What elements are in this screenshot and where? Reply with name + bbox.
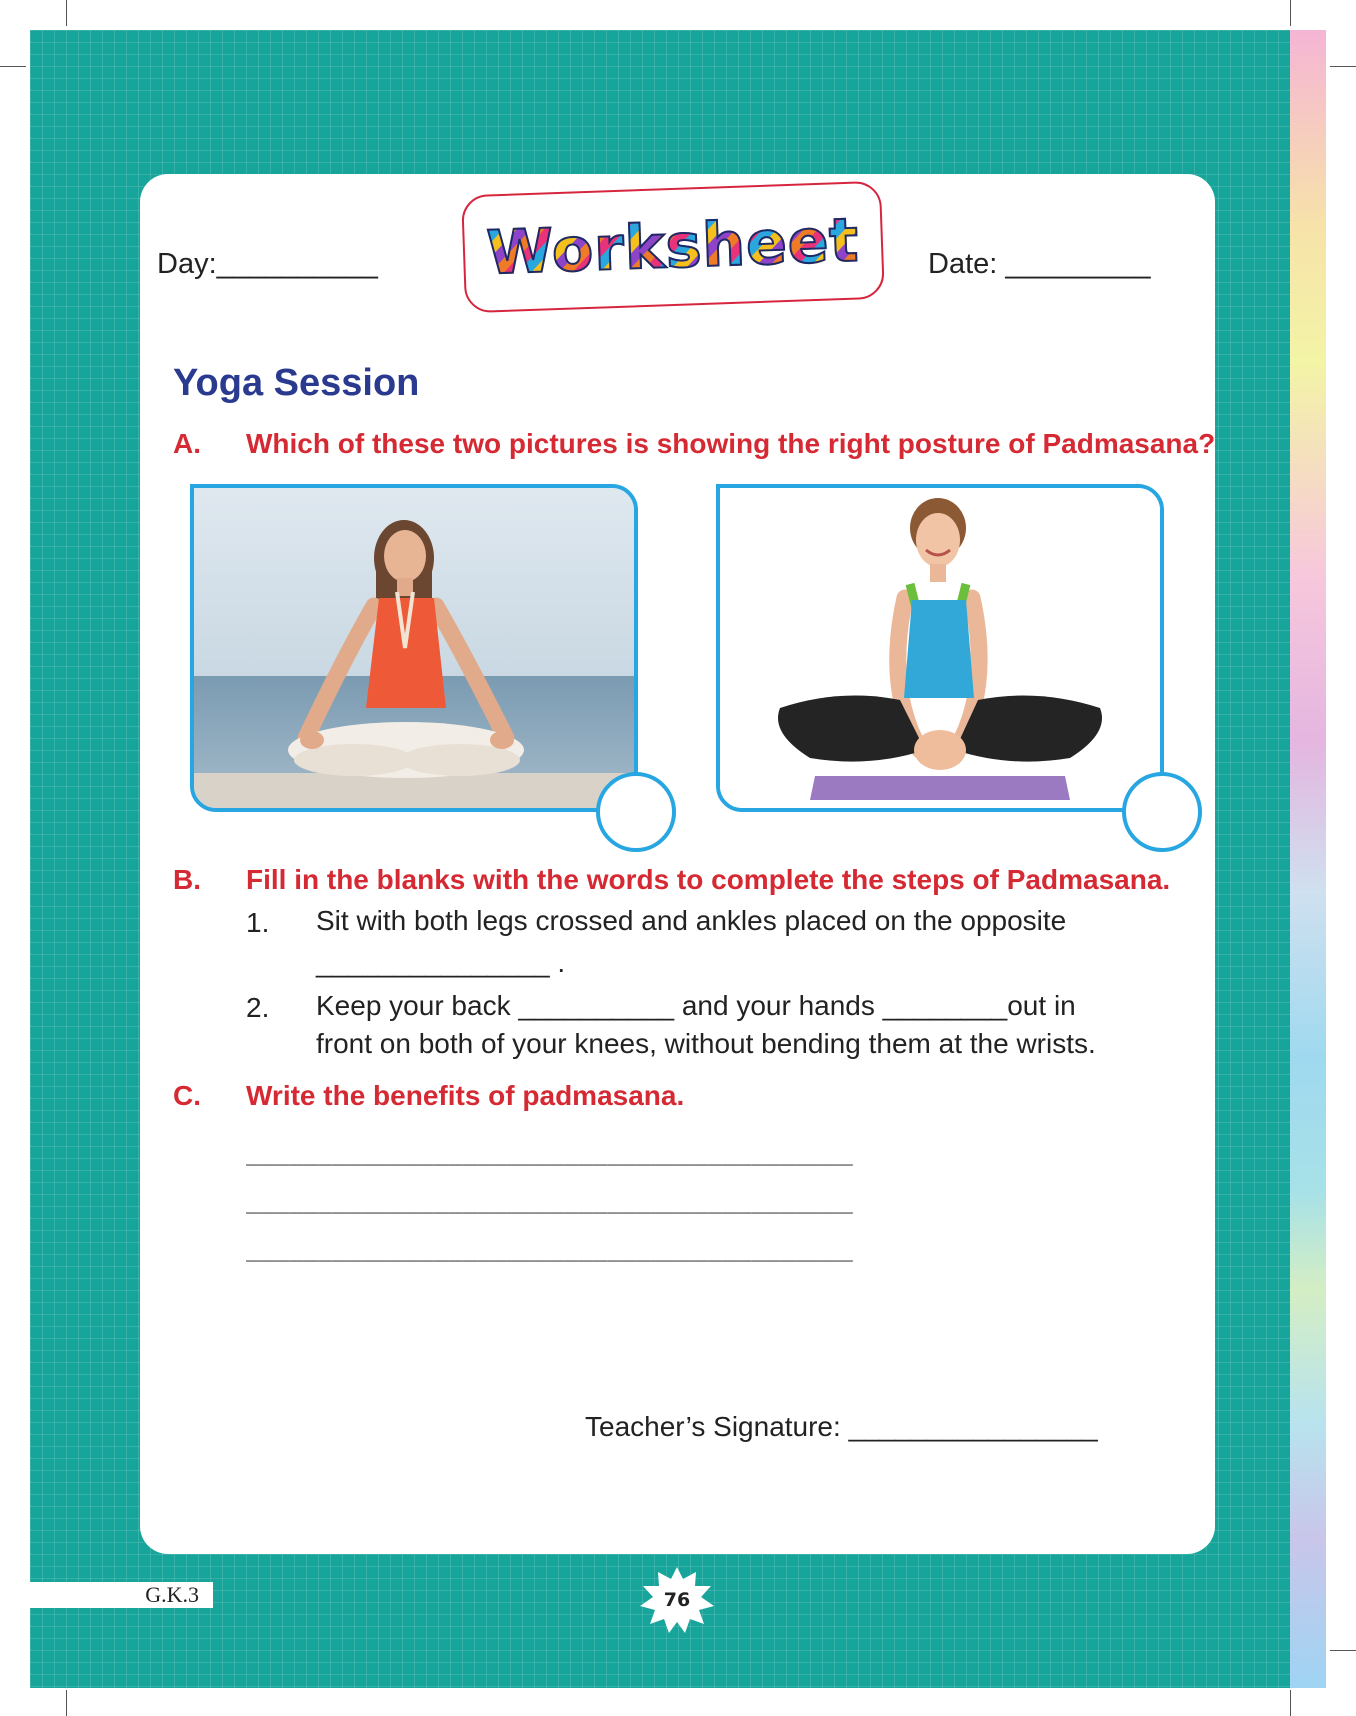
page-number-badge	[640, 1567, 714, 1633]
step-1-blank[interactable]: _______________ .	[316, 947, 566, 978]
section-title: Yoga Session	[173, 362, 420, 404]
rainbow-strip	[1290, 30, 1326, 1688]
day-field[interactable]: Day:__________	[157, 248, 378, 280]
step-2-line-2: front on both of your knees, without bending them at the wrists.	[316, 1028, 1096, 1059]
crop-mark	[1330, 1650, 1356, 1651]
padmasana-photo-1	[190, 484, 638, 812]
question-b-letter: B.	[173, 864, 201, 895]
worksheet-title: Worksheet	[485, 205, 861, 289]
date-field[interactable]: Date: _________	[928, 248, 1151, 280]
page-number: 76	[663, 1589, 691, 1611]
step-1-line-1: Sit with both legs crossed and ankles placed on the opposite	[316, 905, 1067, 936]
sea-meditation-image	[194, 488, 634, 808]
question-a-text: Which of these two pictures is showing the right posture of Padmasana?	[246, 428, 1216, 459]
answer-line-1[interactable]: __________________________________________	[246, 1138, 853, 1166]
padmasana-photo-2	[716, 484, 1164, 812]
crop-mark	[66, 1690, 67, 1716]
worksheet-title-box	[461, 181, 885, 314]
question-a-letter: A.	[173, 428, 201, 459]
answer-line-2[interactable]: __________________________________________	[246, 1186, 853, 1214]
crop-mark	[66, 0, 67, 26]
crop-mark	[1290, 1690, 1291, 1716]
answer-line-3[interactable]: __________________________________________	[246, 1234, 853, 1262]
butterfly-pose-image	[720, 488, 1160, 808]
question-c-text: Write the benefits of padmasana.	[246, 1080, 685, 1111]
teacher-signature[interactable]: Teacher’s Signature: ________________	[585, 1411, 1098, 1442]
question-c-letter: C.	[173, 1080, 201, 1111]
book-label: G.K.3	[30, 1582, 213, 1608]
crop-mark	[1330, 66, 1356, 67]
crop-mark	[1290, 0, 1291, 26]
step-2-line-1[interactable]: Keep your back __________ and your hands ________out in	[316, 990, 1076, 1021]
answer-circle-2[interactable]	[1122, 772, 1202, 852]
question-b-text: Fill in the blanks with the words to complete the steps of Padmasana.	[246, 864, 1171, 895]
step-2-number: 2.	[246, 992, 270, 1023]
answer-circle-1[interactable]	[596, 772, 676, 852]
crop-mark	[0, 66, 26, 67]
step-1-number: 1.	[246, 907, 270, 938]
